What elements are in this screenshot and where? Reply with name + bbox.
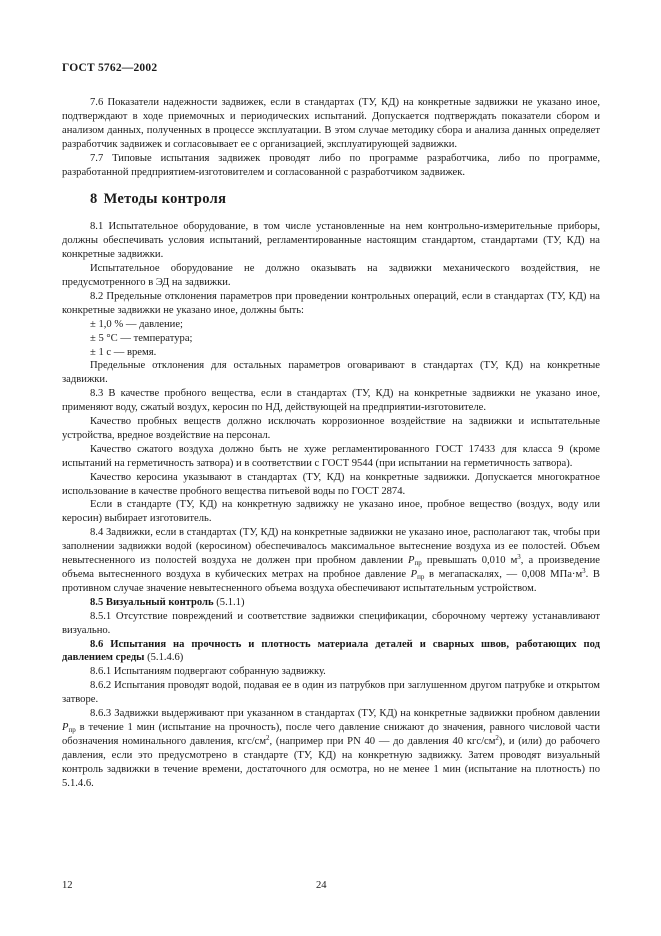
paragraph-8-2: 8.2 Предельные отклонения параметров при проведении контрольных операций, если в стандартах (ТУ, КД) на конкретные задвижки не указано иное, должны быть: [62, 290, 600, 316]
paragraph-8-4: 8.4 Задвижки, если в стандартах (ТУ, КД) на конкретные задвижки не указано иное, располагают так, чтобы при заполнении задвижки водой (керосином) обеспечивалось максимальное вытеснение воздуха из ее полостей. Объем невытесненного из полостей воздуха не должен при пробном давлении $P_{пр}$ превышать 0,010 $м^3$, а произведение объема вытесненного воздуха в кубических метрах на пробное давление $P_{пр}$ в мегапаскалях, — 0,008 $МПа\cdot м^3$. В противном случае значение невытесненного объема воздуха обеспечивают испытательным устройством. [62, 527, 601, 594]
page-number-left: 12 [62, 880, 73, 891]
paragraph-8-3-d: Качество керосина указывают в стандартах (ТУ, КД) на конкретные задвижки. Допускается многократное использование в качестве пробного вещества питьевой воды по ГОСТ 2874. [62, 471, 600, 497]
paragraph-8-3-b: Качество пробных веществ должно исключать коррозионное воздействие на задвижки и испытательные устройства, вредное воздействие на персонал. [62, 416, 600, 441]
section-title: Методы контроля [103, 191, 227, 208]
paragraph-8-3-e: Если в стандарте (ТУ, КД) на конкретную задвижку не указано иное, пробное вещество (воздух, воду или керосин) выбирает изготовитель. [62, 499, 600, 525]
document-header: ГОСТ 5762—2002 [62, 62, 158, 74]
section-heading-8 [62, 193, 600, 207]
subheading-8-6: 8.6 Испытания на прочность и плотность материала деталей и сварных швов, работающих под давлением среды (5.1.4.6) [62, 638, 600, 664]
tolerance-item-pressure: ± 1,0 % — давление; [90, 318, 183, 330]
tolerance-item-temperature: ± 5 °С — температура; [90, 332, 193, 344]
paragraph-8-3: 8.3 В качестве пробного вещества, если в стандартах (ТУ, КД) на конкретные задвижки не указано иное, применяют воду, сжатый воздух, керосин по НД, действующей на предприятии-изготовителе. [62, 388, 600, 414]
tolerance-item-time: ± 1 с — время. [90, 346, 157, 358]
paragraph-7-7: 7.7 Типовые испытания задвижек проводят либо по программе разработчика, либо по программе, разработанной предприятием-изготовителем и согласованной с разработчиком задвижек. [62, 152, 600, 178]
page-number-center: 24 [316, 880, 327, 891]
paragraph-7-6: 7.6 Показатели надежности задвижек, если в стандартах (ТУ, КД) на конкретные задвижки не указано иное, подтверждают в ходе приемочных и периодических испытаний. Допускается подтверждать показатели сбором и анализом данных, полученных в процессе эксплуатации. В этом случае методику сбора и анализа данных определяет разработчик задвижек и согласовывает ее с организацией, эксплуатирующей задвижки. [62, 97, 600, 150]
section-number: 8 [90, 191, 98, 208]
paragraph-8-5-1: 8.5.1 Отсутствие повреждений и соответствие задвижки спецификации, сборочному чертежу устанавливают визуально. [62, 610, 600, 636]
paragraph-8-1: 8.1 Испытательное оборудование, в том числе установленные на нем контрольно-измерительные приборы, должны обеспечивать условия испытаний, регламентированные настоящим стандартом, стандартами (ТУ, КД) на конкретные задвижки. [62, 221, 600, 261]
paragraph-8-2-b: Предельные отклонения для остальных параметров оговаривают в стандартах (ТУ, КД) на конкретные задвижки. [62, 360, 600, 386]
paragraph-8-6-3: 8.6.3 Задвижки выдерживают при указанном в стандартах (ТУ, КД) на конкретные задвижки пробном давлении $P_{пр}$ в течение 1 мин (испытание на прочность), после чего давление снижают до значения, равного числовой части обозначения номинального давления, кгс/$см^2$, (например при PN 40 — до давления 40 кгс/$см^2$), и (или) до рабочего давления, если это предусмотрено в стандарте (ТУ, КД) на конкретную задвижку. Затем проводят визуальный контроль задвижки в течение времени, достаточного для осмотра, но не менее 1 мин (испытание на плотность) по 5.1.4.6. [62, 708, 600, 789]
paragraph-8-6-1: 8.6.1 Испытаниям подвергают собранную задвижку. [90, 666, 326, 678]
paragraph-8-1-b: Испытательное оборудование не должно оказывать на задвижки механического воздействия, не предусмотренного в ЭД на задвижки. [62, 263, 600, 288]
document-body [62, 96, 600, 791]
paragraph-8-6-2: 8.6.2 Испытания проводят водой, подавая ее в один из патрубков при заглушенном другом патрубке и открытом затворе. [62, 680, 600, 706]
subheading-8-5: 8.5 Визуальный контроль (5.1.1) [90, 596, 245, 608]
paragraph-8-3-c: Качество сжатого воздуха должно быть не хуже регламентированного ГОСТ 17433 для класса 9 (кроме испытаний на герметичность затвора) и в соответствии с ГОСТ 9544 (при испытании на герметичность затвора). [62, 443, 600, 469]
